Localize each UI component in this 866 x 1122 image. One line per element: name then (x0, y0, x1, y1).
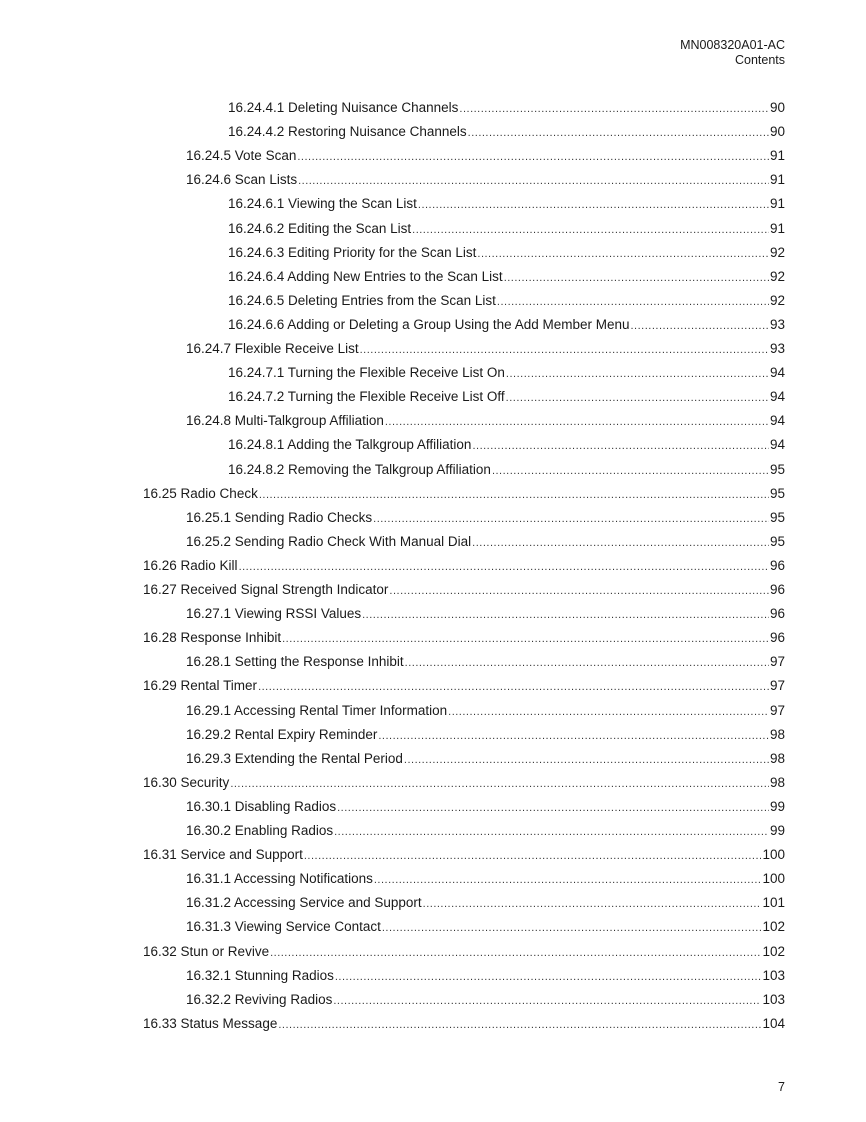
toc-entry-page[interactable]: 91 (769, 196, 785, 212)
toc-entry-page[interactable]: 96 (769, 557, 785, 573)
toc-entry[interactable] (0, 458, 866, 482)
toc-entry-title[interactable]: 16.30.2 Enabling Radios (186, 823, 334, 838)
toc-entry-page[interactable]: 94 (769, 389, 785, 405)
toc-entry[interactable] (0, 530, 866, 554)
toc-entry-title[interactable]: 16.28.1 Setting the Response Inhibit (186, 654, 404, 670)
toc-dot-leader (492, 459, 769, 483)
toc-entry-page[interactable]: 98 (769, 750, 785, 766)
toc-entry-page[interactable]: 92 (769, 268, 785, 284)
toc-dot-leader (405, 651, 769, 675)
toc-entry-title[interactable]: 16.33 Status Message (143, 1015, 278, 1031)
toc-entry[interactable] (0, 96, 866, 120)
toc-entry[interactable] (0, 867, 866, 891)
toc-entry[interactable] (0, 723, 866, 747)
toc-dot-leader (418, 193, 769, 217)
toc-dot-leader (497, 290, 769, 314)
toc-entry[interactable] (0, 964, 866, 988)
toc-entry-title[interactable]: 16.32.2 Reviving Radios (186, 991, 333, 1007)
toc-entry-page[interactable]: 102 (762, 943, 785, 959)
toc-entry-page[interactable]: 95 (769, 533, 785, 549)
toc-entry-page[interactable]: 93 (769, 316, 785, 332)
toc-dot-leader (270, 941, 761, 965)
toc-entry-title[interactable]: 16.29.2 Rental Expiry Reminder (186, 726, 378, 742)
toc-entry-page[interactable]: 94 (769, 413, 785, 429)
toc-dot-leader (259, 483, 769, 507)
toc-entry-title[interactable]: 16.32.1 Stunning Radios (186, 967, 334, 983)
toc-entry-page[interactable]: 95 (769, 485, 785, 501)
toc-dot-leader (282, 627, 769, 651)
toc-dot-leader (468, 121, 769, 145)
toc-entry-page[interactable]: 97 (769, 702, 785, 718)
toc-entry-title[interactable]: 16.24.8.2 Removing the Talkgroup Affiliation (228, 461, 491, 477)
toc-entry[interactable] (0, 674, 866, 698)
toc-entry-title[interactable]: 16.24.6.2 Editing the Scan List (228, 220, 412, 236)
toc-entry-title[interactable]: 16.24.6.3 Editing Priority for the Scan List (228, 244, 477, 260)
toc-dot-leader (382, 916, 762, 940)
toc-entry[interactable] (0, 988, 866, 1012)
toc-entry[interactable] (0, 241, 866, 265)
toc-entry[interactable] (0, 578, 866, 602)
toc-dot-leader (360, 338, 769, 362)
toc-entry-page[interactable]: 94 (769, 365, 785, 381)
toc-entry-title[interactable]: 16.31.3 Viewing Service Contact (186, 919, 381, 935)
toc-dot-leader (389, 579, 769, 603)
toc-entry-title[interactable]: 16.24.8.1 Adding the Talkgroup Affiliation (228, 437, 472, 453)
toc-entry[interactable] (0, 554, 866, 578)
toc-entry-title[interactable]: 16.26 Radio Kill (143, 557, 238, 573)
toc-entry-page[interactable]: 97 (769, 654, 785, 670)
toc-dot-leader (335, 965, 762, 989)
toc-entry-page[interactable]: 95 (769, 509, 785, 525)
toc-entry[interactable] (0, 1012, 866, 1036)
toc-entry-page[interactable]: 100 (762, 871, 785, 887)
toc-entry-title[interactable]: 16.29 Rental Timer (143, 678, 258, 694)
toc-entry[interactable] (0, 747, 866, 771)
toc-entry-title[interactable]: 16.29.3 Extending the Rental Period (186, 750, 403, 766)
toc-entry[interactable] (0, 361, 866, 385)
toc-entry[interactable] (0, 337, 866, 361)
toc-dot-leader (374, 868, 762, 892)
toc-entry-page[interactable]: 91 (769, 220, 785, 236)
toc-dot-leader (506, 386, 769, 410)
toc-dot-leader (239, 555, 769, 579)
toc-dot-leader (378, 724, 769, 748)
toc-entry-title[interactable]: 16.24.6.5 Deleting Entries from the Scan List (228, 292, 496, 308)
toc-entry[interactable] (0, 771, 866, 795)
toc-entry-page[interactable]: 94 (769, 437, 785, 453)
toc-entry[interactable] (0, 602, 866, 626)
toc-entry-title[interactable]: 16.25.2 Sending Radio Check With Manual Dial (186, 533, 472, 549)
toc-entry-page[interactable]: 95 (769, 461, 785, 477)
toc-entry[interactable] (0, 650, 866, 674)
toc-dot-leader (631, 314, 769, 338)
toc-entry[interactable] (0, 940, 866, 964)
toc-entry-page[interactable]: 96 (769, 582, 785, 597)
toc-entry[interactable] (0, 144, 866, 168)
toc-entry-page[interactable]: 103 (762, 991, 785, 1007)
toc-entry-page[interactable]: 90 (769, 124, 785, 140)
toc-entry-title[interactable]: 16.24.4.2 Restoring Nuisance Channels (228, 124, 467, 140)
toc-entry-title[interactable]: 16.31.1 Accessing Notifications (186, 871, 373, 887)
toc-dot-leader (448, 700, 769, 724)
toc-dot-leader (334, 820, 769, 844)
toc-dot-leader (297, 145, 769, 169)
toc-dot-leader (333, 989, 761, 1013)
toc-entry-page[interactable]: 98 (769, 726, 785, 742)
toc-entry-title[interactable]: 16.25 Radio Check (143, 485, 258, 501)
toc-entry-page[interactable]: 96 (769, 630, 785, 646)
toc-entry[interactable] (0, 120, 866, 144)
toc-entry-page[interactable]: 102 (762, 919, 785, 935)
toc-entry[interactable] (0, 192, 866, 216)
toc-entry-title[interactable]: 16.31.2 Accessing Service and Support (186, 895, 422, 911)
toc-entry-title[interactable]: 16.31 Service and Support (143, 847, 303, 863)
toc-entry-page[interactable]: 99 (769, 823, 785, 838)
toc-entry-title[interactable]: 16.30.1 Disabling Radios (186, 798, 337, 814)
toc-dot-leader (362, 603, 769, 627)
toc-entry[interactable] (0, 265, 866, 289)
toc-entry-title[interactable]: 16.30 Security (143, 774, 230, 790)
document-id: MN008320A01-AC (680, 38, 785, 52)
toc-dot-leader (404, 748, 769, 772)
toc-entry[interactable] (0, 819, 866, 843)
toc-entry[interactable] (0, 313, 866, 337)
toc-entry-title[interactable]: 16.24.6.4 Adding New Entries to the Scan List (228, 268, 503, 284)
toc-dot-leader (278, 1013, 761, 1037)
toc-dot-leader (477, 242, 769, 266)
toc-entry-title[interactable]: 16.24.7 Flexible Receive List (186, 341, 359, 356)
toc-dot-leader (258, 675, 769, 699)
toc-entry[interactable] (0, 699, 866, 723)
toc-dot-leader (472, 434, 769, 458)
toc-entry-page[interactable]: 100 (762, 847, 785, 863)
toc-entry-title[interactable]: 16.24.6 Scan Lists (186, 172, 298, 188)
toc-entry-page[interactable]: 103 (762, 967, 785, 983)
toc-entry-title[interactable]: 16.29.1 Accessing Rental Timer Information (186, 702, 448, 718)
toc-entry-page[interactable]: 104 (762, 1015, 785, 1031)
toc-dot-leader (459, 97, 769, 121)
toc-entry[interactable] (0, 843, 866, 867)
toc-entry-page[interactable]: 98 (769, 774, 785, 790)
toc-entry-title[interactable]: 16.28 Response Inhibit (143, 630, 282, 646)
page-header (680, 38, 785, 68)
toc-entry[interactable] (0, 385, 866, 409)
toc-entry[interactable] (0, 409, 866, 433)
toc-entry[interactable] (0, 915, 866, 939)
toc-dot-leader (472, 531, 769, 555)
toc-entry-page[interactable]: 91 (769, 148, 785, 164)
toc-entry-title[interactable]: 16.32 Stun or Revive (143, 943, 270, 959)
toc-entry-page[interactable]: 90 (769, 100, 785, 115)
toc-dot-leader (298, 169, 769, 193)
toc-entry-page[interactable]: 91 (769, 172, 785, 188)
toc-dot-leader (423, 892, 762, 916)
toc-entry[interactable] (0, 289, 866, 313)
toc-dot-leader (230, 772, 769, 796)
toc-entry-title[interactable]: 16.24.8 Multi-Talkgroup Affiliation (186, 413, 384, 429)
toc-entry[interactable] (0, 433, 866, 457)
toc-dot-leader (506, 362, 769, 386)
toc-entry-title[interactable]: 16.27 Received Signal Strength Indicator (143, 582, 389, 597)
toc-entry-page[interactable]: 99 (769, 798, 785, 814)
toc-entry-page[interactable]: 97 (769, 678, 785, 694)
toc-dot-leader (304, 844, 762, 868)
toc-entry[interactable] (0, 795, 866, 819)
toc-dot-leader (373, 507, 769, 531)
toc-dot-leader (385, 410, 769, 434)
toc-entry-title[interactable]: 16.25.1 Sending Radio Checks (186, 509, 373, 525)
toc-entry[interactable] (0, 482, 866, 506)
toc-entry-title[interactable]: 16.27.1 Viewing RSSI Values (186, 606, 362, 622)
section-name: Contents (734, 53, 785, 67)
toc-entry[interactable] (0, 506, 866, 530)
toc-entry-title[interactable]: 16.24.7.1 Turning the Flexible Receive List On (228, 365, 505, 381)
toc-entry[interactable] (0, 168, 866, 192)
toc-entry-page[interactable]: 92 (769, 244, 785, 260)
toc-entry-title[interactable]: 16.24.4.1 Deleting Nuisance Channels (228, 100, 459, 115)
toc-entry-title[interactable]: 16.24.6.6 Adding or Deleting a Group Using the Add Member Menu (228, 316, 630, 332)
toc-dot-leader (504, 266, 769, 290)
toc-entry-title[interactable]: 16.24.5 Vote Scan (186, 148, 297, 164)
toc-entry-page[interactable]: 92 (769, 292, 785, 308)
toc-entry-page[interactable]: 96 (769, 606, 785, 622)
toc-dot-leader (337, 796, 769, 820)
toc-entry-page[interactable]: 93 (769, 341, 785, 356)
toc-entry-page[interactable]: 101 (762, 895, 785, 911)
toc-entry[interactable] (0, 891, 866, 915)
toc-entry[interactable] (0, 626, 866, 650)
toc-entry-title[interactable]: 16.24.6.1 Viewing the Scan List (228, 196, 417, 212)
toc-entry-title[interactable]: 16.24.7.2 Turning the Flexible Receive List Off (228, 389, 505, 405)
toc-dot-leader (412, 218, 769, 242)
page-number: 7 (778, 1080, 785, 1094)
toc-entry[interactable] (0, 217, 866, 241)
